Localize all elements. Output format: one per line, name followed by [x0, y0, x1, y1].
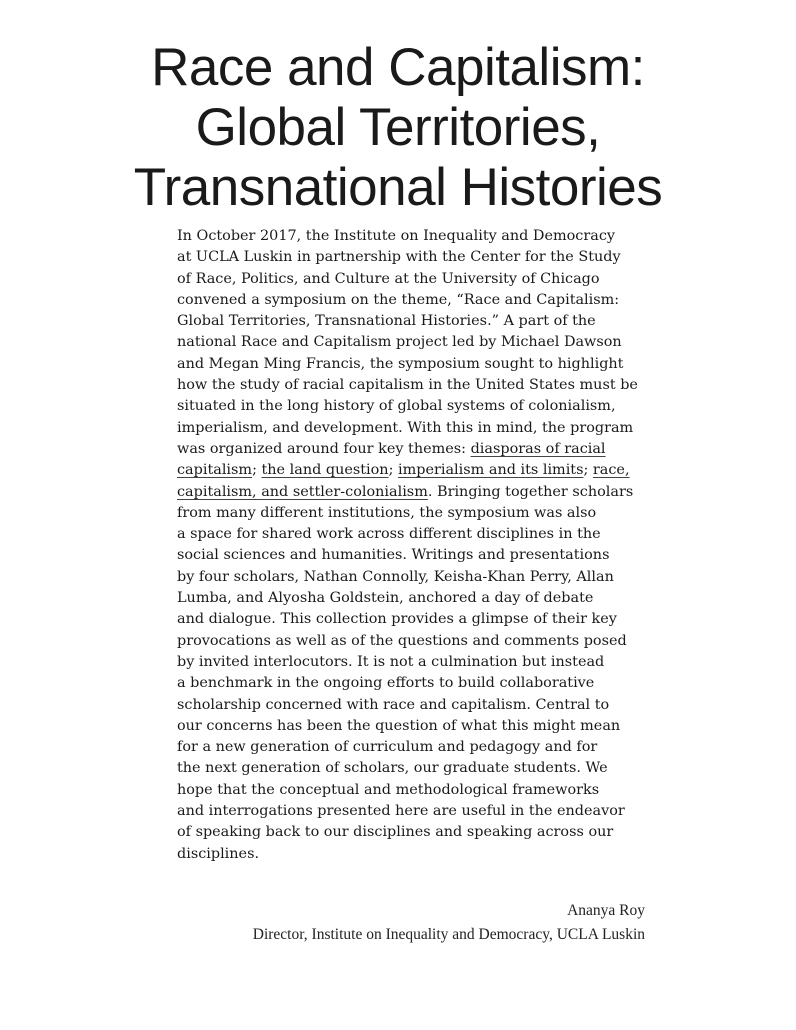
title-line-2: Global Territories,	[195, 98, 601, 157]
body-line	[177, 439, 677, 460]
body-line: how the study of racial capitalism in the United States must be	[177, 377, 638, 394]
body-text-fragment: ;	[583, 462, 593, 479]
theme-link-diasporas-cont[interactable]: capitalism	[177, 462, 253, 479]
body-line: situated in the long history of global systems of colonialism,	[177, 398, 616, 415]
theme-link-settler-colonialism[interactable]: race,	[592, 462, 630, 479]
theme-link-land-question[interactable]: the land question	[261, 462, 389, 479]
body-line: national Race and Capitalism project led by Michael Dawson	[177, 334, 622, 351]
theme-link-diasporas[interactable]: diasporas of racial	[470, 440, 606, 457]
author-role: Director, Institute on Inequality and Democracy, UCLA Luskin	[252, 926, 645, 943]
body-line: the next generation of scholars, our graduate students. We	[177, 760, 608, 777]
body-line: by four scholars, Nathan Connolly, Keisha-Khan Perry, Allan	[177, 568, 614, 585]
body-line: from many different institutions, the symposium was also	[177, 504, 597, 521]
body-line: convened a symposium on the theme, “Race and Capitalism:	[177, 291, 620, 308]
body-text-fragment: was organized around four key themes:	[177, 440, 471, 457]
body-line: and Megan Ming Francis, the symposium sought to highlight	[177, 355, 624, 372]
body-line	[177, 482, 677, 503]
body-line: scholarship concerned with race and capitalism. Central to	[177, 696, 610, 713]
body-line: Lumba, and Alyosha Goldstein, anchored a day of debate	[177, 590, 594, 607]
author-name: Ananya Roy	[567, 902, 645, 919]
body-line: a space for shared work across different disciplines in the	[177, 526, 601, 543]
title-line-3: Transnational Histories	[133, 158, 663, 217]
body-line: by invited interlocutors. It is not a culmination but instead	[177, 653, 605, 670]
body-line: In October 2017, the Institute on Inequality and Democracy	[177, 228, 616, 244]
body-paragraph	[177, 226, 677, 865]
body-line: disciplines.	[177, 845, 260, 862]
body-line: our concerns has been the question of what this might mean	[177, 717, 621, 734]
body-line: of Race, Politics, and Culture at the University of Chicago	[177, 270, 600, 287]
body-line: imperialism, and development. With this in mind, the program	[177, 419, 634, 436]
body-line: and interrogations presented here are useful in the endeavor	[177, 803, 625, 820]
body-line: provocations as well as of the questions and comments posed	[177, 632, 627, 649]
signature-block	[253, 899, 645, 947]
body-line: hope that the conceptual and methodological frameworks	[177, 781, 600, 798]
body-line: at UCLA Luskin in partnership with the Center for the Study	[177, 249, 621, 266]
body-line: and dialogue. This collection provides a glimpse of their key	[177, 611, 617, 628]
body-line	[177, 460, 677, 481]
body-text-fragment: ;	[388, 462, 399, 479]
theme-link-imperialism[interactable]: imperialism and its limits	[398, 462, 584, 479]
body-line: of speaking back to our disciplines and speaking across our	[177, 824, 614, 841]
body-line: for a new generation of curriculum and pedagogy and for	[177, 739, 598, 756]
page-title	[0, 38, 796, 218]
body-text-fragment: ;	[252, 462, 262, 479]
body-line: a benchmark in the ongoing efforts to build collaborative	[177, 675, 595, 692]
body-line: social sciences and humanities. Writings and presentations	[177, 547, 610, 564]
body-line: Global Territories, Transnational Histories.” A part of the	[177, 313, 596, 330]
theme-link-settler-colonialism-cont[interactable]: capitalism, and settler-colonialism	[177, 483, 428, 500]
body-text-fragment: . Bringing together scholars	[427, 483, 634, 500]
title-line-1: Race and Capitalism:	[151, 38, 645, 97]
